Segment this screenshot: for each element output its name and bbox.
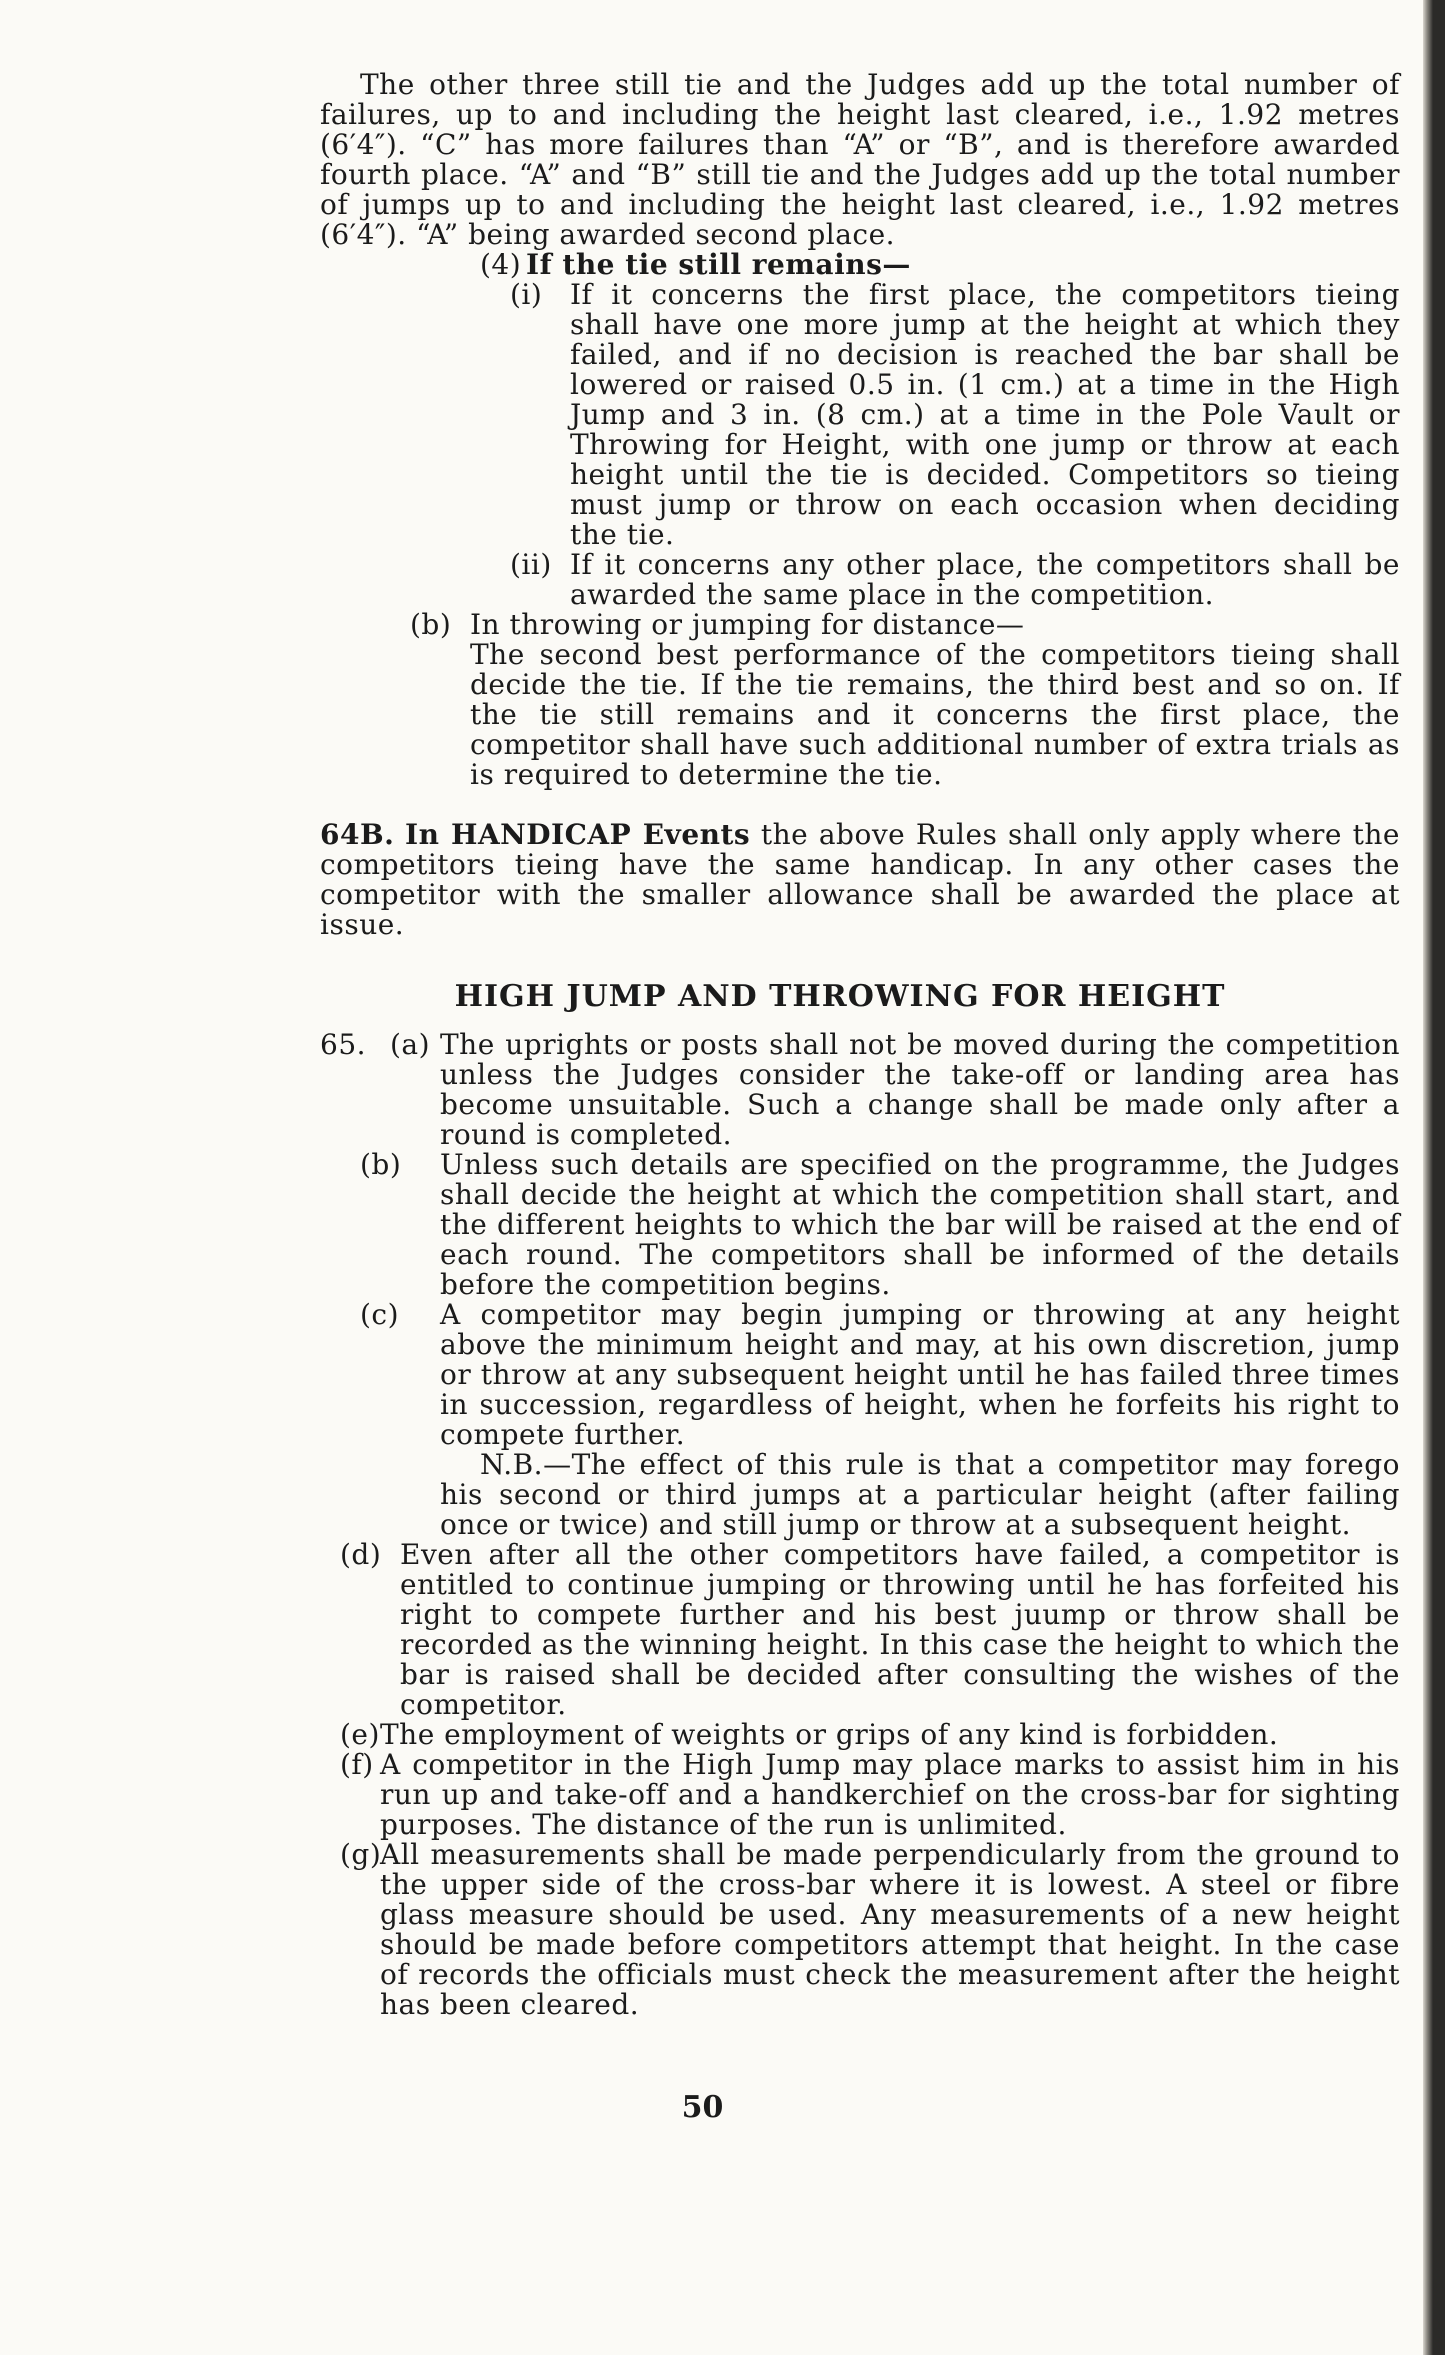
rule-65-item-a xyxy=(320,1030,1400,1150)
item-text: If it concerns the first place, the competitors tieing shall have one more jump at the height at which they failed, and if no decision is reached the bar shall be lowered or raised 0.5 in. (1 cm.) at a time in the High Jump and 3 in. (8 cm.) at a time in the Pole Vault or Throwing for Height, with one jump or throw at each height until the tie is decided. Competitors so tieing must jump or throw on each occasion when deciding the tie. xyxy=(570,278,1400,551)
item-label: (b) xyxy=(360,1148,402,1181)
rule-64a-item-4-ii xyxy=(510,550,1400,610)
item-text: All measurements shall be made perpendicularly from the ground to the upper side of the cross-bar where it is lowest. A steel or fibre glass measure should be used. Any measurements of a new height should be made before competitors attempt that height. In the case of records the officials must check the measurement after the height has been cleared. xyxy=(380,1838,1400,2021)
item-text: A competitor in the High Jump may place marks to assist him in his run up and take-off and a handkerchief on the cross-bar for sighting purposes. The distance of the run is unlimited. xyxy=(380,1748,1400,1841)
item-text: A competitor may begin jumping or throwing at any height above the minimum height and may, at his own discretion, jump or throw at any subsequent height until he has failed three times in succession, regardless of height, when he forfeits his right to compete further. xyxy=(440,1298,1400,1451)
item-text: The uprights or posts shall not be moved during the competition unless the Judges consider the take-off or landing area has become unsuitable. Such a change shall be made only after a round is completed. xyxy=(440,1028,1400,1151)
item-text: If it concerns any other place, the competitors shall be awarded the same place in the competition. xyxy=(570,548,1400,611)
rule-text: the above Rules shall only apply where the competitors tieing have the same handicap. In any other cases the competitor with the smaller allowance shall be awarded the place at issue. xyxy=(320,818,1400,941)
rule-lead: In HANDICAP Events xyxy=(405,818,751,851)
rule-65-item-c xyxy=(360,1300,1400,1540)
rule-65-item-e xyxy=(340,1720,1400,1750)
rule-64a-continuation-paragraph: The other three still tie and the Judges add up the total number of failures, up to and including the height last cleared, i.e., 1.92 metres (6′4″). “C” has more failures than “A” or “B”, and is therefore awarded fourth place. “A” and “B” still tie and the Judges add up the total number of jumps up to and including the height last cleared, i.e., 1.92 metres (6′4″). “A” being awarded second place. xyxy=(320,68,1400,251)
rule-number: 65. xyxy=(320,1028,367,1061)
item-label: (f) xyxy=(340,1748,374,1781)
item-label: (4) xyxy=(480,248,522,281)
rule-64a-item-4-i xyxy=(510,280,1400,550)
page-content xyxy=(320,70,1400,2020)
item-label: (g) xyxy=(340,1838,382,1871)
rule-64b xyxy=(320,820,1400,940)
book-binding-edge xyxy=(1423,0,1445,2355)
rule-64a-item-4 xyxy=(480,250,1400,280)
item-heading: In throwing or jumping for distance— xyxy=(470,608,1025,641)
section-heading: HIGH JUMP AND THROWING FOR HEIGHT xyxy=(454,979,1226,1014)
item-text: Even after all the other competitors have failed, a competitor is entitled to continue jumping or throwing until he has forfeited his right to compete further and his best juump or throw shall be recorded as the winning height. In this case the height to which the bar is raised shall be decided after consulting the wishes of the competitor. xyxy=(400,1538,1400,1721)
item-label: (ii) xyxy=(510,548,552,581)
item-text: If the tie still remains— xyxy=(526,248,911,281)
item-block xyxy=(470,610,1400,790)
rule-number: 64B. xyxy=(320,818,395,851)
rule-65-item-f xyxy=(340,1750,1400,1840)
item-label: (b) xyxy=(410,608,452,641)
item-text: Unless such details are specified on the programme, the Judges shall decide the height at which the competition shall start, and the different heights to which the bar will be raised at the end of each round. The competitors shall be informed of the details before the competition begins. xyxy=(440,1148,1400,1301)
item-label: (c) xyxy=(360,1298,400,1331)
item-label: (i) xyxy=(510,278,543,311)
rule-65-item-b xyxy=(360,1150,1400,1300)
item-label: (d) xyxy=(340,1538,382,1571)
item-label: (a) xyxy=(390,1028,431,1061)
rule-65-item-d xyxy=(340,1540,1400,1720)
item-text: The employment of weights or grips of any kind is forbidden. xyxy=(380,1718,1279,1751)
item-block xyxy=(440,1300,1400,1540)
item-label: (e) xyxy=(340,1718,380,1751)
rule-64a-item-b xyxy=(410,610,1400,790)
item-text: The second best performance of the competitors tieing shall decide the tie. If the tie remains, the third best and so on. If the tie still remains and it concerns the first place, the competitor shall have such additional number of extra trials as is required to determine the tie. xyxy=(470,638,1400,791)
rule-65-item-g xyxy=(340,1840,1400,2020)
nb-note: N.B.—The effect of this rule is that a competitor may forego his second or third jumps at a particular height (after failing once or twice) and still jump or throw at a subsequent height. xyxy=(440,1448,1400,1541)
page-number: 50 xyxy=(681,2090,724,2125)
